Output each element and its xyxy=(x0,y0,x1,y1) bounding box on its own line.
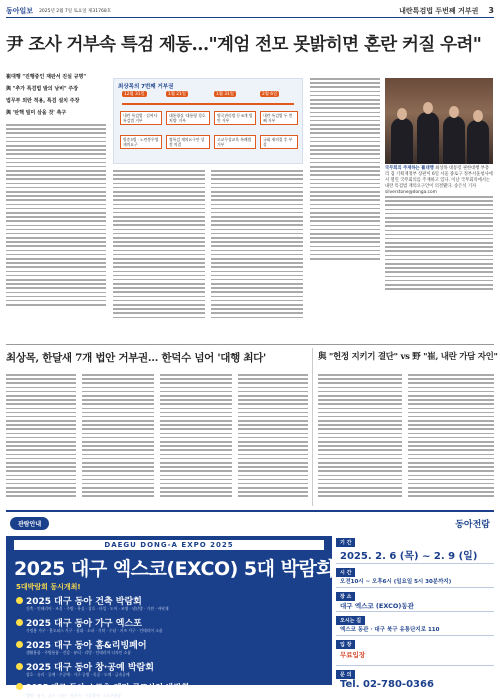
ad-hours: 오전10시 ~ 오후6시 (일요일 5시 30분까지) xyxy=(340,579,452,585)
ad-address-row: 오시는 길 엑스코 동관 · 대구 북구 유통단지로 110 xyxy=(336,614,494,636)
ad-item-1: 2025 대구 동아 건축 박람회 xyxy=(16,594,142,607)
ad-title: 2025 대구 엑스코(EXCO) 5대 박람회 xyxy=(14,558,335,580)
ad-item-2: 2025 대구 동아 가구 엑스포 xyxy=(16,616,142,629)
expo-advertisement xyxy=(6,510,494,698)
ad-item-1-desc: 건축 · 인테리어 · 조경 · 주방 · 욕실 · 창호 · 타일 · 도어 · 조명 · 냉난방 · 가전 · 바닥재 xyxy=(26,606,169,611)
ad-item-2-desc: 가정용 가구 · 홈오피스 가구 · 침대 · 소파 · 식탁 · 수납 · 키즈 가구 · 인테리어 소품 xyxy=(26,628,163,633)
ad-brand-logo: 동아전람 xyxy=(455,519,490,530)
article2-body-col-3 xyxy=(160,374,232,497)
ad-tel-row: 문 의 Tel. 02-780-0366 xyxy=(336,668,494,696)
subhead-2: 與 "추가 특검법 발의 낭비" 주장 xyxy=(6,86,79,92)
timeline-date-1: 12월 31일 xyxy=(124,92,145,97)
article-body-col-1 xyxy=(6,124,106,306)
ad-item-5: 2025 대구 동아 스포츠·레저·골프산업 박람회 xyxy=(16,682,189,693)
ad-item-4-desc: 창호 · 유리 · 공예 · 수공예 · 가구 공방 · 목공 · 도예 · 금속공예 xyxy=(26,672,130,677)
ad-banner: DAEGU DONG-A EXPO 2025 xyxy=(14,540,324,550)
column-divider xyxy=(312,348,313,506)
timeline-event-2: 대통령실 '대통령 경호처법' 거부 xyxy=(166,111,210,125)
second-headline-right: 與 "헌정 지키기 결단" vs 野 "崔, 내란 가담 자인" xyxy=(318,352,498,362)
timeline-event-5: 방송3법 · 노란봉투법 재의요구 xyxy=(120,135,162,149)
ad-admission-row: 입 장 무료입장 xyxy=(336,638,494,666)
timeline-date-2: 1월 21일 xyxy=(168,92,186,97)
ad-period-row: 기 간 2025. 2. 6 (목) ~ 2. 9 (일) xyxy=(336,536,494,564)
ad-item-4: 2025 대구 동아 창·공예 박람회 xyxy=(16,660,154,673)
ad-main-panel xyxy=(6,536,335,698)
newspaper-logo: 동아일보 xyxy=(6,6,34,15)
ad-item-5-desc: 캠핑 · 낚시 · 골프 · 등산 · 자전거 · 수상레저 · 스포츠용품 xyxy=(26,693,122,698)
bullet-icon xyxy=(16,641,23,648)
cabinet-meeting-photo xyxy=(385,78,493,164)
ad-info-panel xyxy=(336,536,494,690)
ad-item-3-desc: 생활용품 · 주방용품 · 건강 · 뷰티 · 리빙 · 인테리어 디자인 소품 xyxy=(26,650,131,655)
ad-item-3: 2025 대구 동아 홈&리빙페어 xyxy=(16,638,147,651)
timeline-axis xyxy=(122,103,294,105)
ad-venue: 대구 엑스코 (EXCO)동관 xyxy=(340,602,414,610)
bullet-icon xyxy=(16,619,23,626)
ad-period: 2025. 2. 6 (목) ~ 2. 9 (일) xyxy=(340,551,478,562)
subhead-3: 법무부 외란 적용, 특검 설치 주장 xyxy=(6,98,80,104)
photo-caption xyxy=(385,166,493,196)
article2-body-col-2 xyxy=(82,374,154,497)
ad-venue-row: 장 소 대구 엑스코 (EXCO)동관 xyxy=(336,590,494,612)
timeline-event-7: 고교무상교육 특례법 거부 xyxy=(214,135,256,149)
timeline-event-8: 국회 재의결 후 부결 xyxy=(260,135,298,149)
ad-admission: 무료입장 xyxy=(340,651,366,659)
subhead-1: 崔대행 "진행중인 재판서 진실 규명" xyxy=(6,74,86,80)
bullet-icon xyxy=(16,597,23,604)
issue-info: 2025년 2월 7일 토요일 제31768호 xyxy=(39,8,112,14)
ad-top-bar xyxy=(6,512,494,534)
bullet-icon xyxy=(16,663,23,670)
timeline-event-6: 쌍특검 재의요구안 상정 의결 xyxy=(166,135,210,149)
subhead-4: 與 '탄핵 빌미 삼을 것' 촉구 xyxy=(6,110,67,116)
timeline-date-3: 1월 31일 xyxy=(216,92,234,97)
photo-caption-text: 최상목 대통령 권한대행 부총리 겸 기획재정부 장관이 6일 서울 종로구 정부서울청사에서 열린 국무회의를 주재하고 있다. 이날 국무회의에서는 내란 특검법 재의요구안이 의결됐다. 송은석 기자 silverstone@donga.com xyxy=(385,166,493,195)
page-header xyxy=(6,4,494,18)
article2-body-col-1 xyxy=(6,374,76,497)
article-body-col-4 xyxy=(310,78,380,260)
article-body-col-5 xyxy=(385,196,493,290)
article-body-col-3 xyxy=(211,170,303,318)
timeline-event-3: 양곡관리법 등 6개 법안 거부 xyxy=(214,111,256,125)
second-headline-left: 최상목, 한달새 7개 법안 거부권… 한덕수 넘어 '대행 최다' xyxy=(6,352,266,364)
timeline-date-4: 2월 6일 xyxy=(262,92,278,97)
timeline-event-1: 내란 특검법 · 김여사 특검법 거부 xyxy=(120,111,162,125)
ad-tel: Tel. 02-780-0366 xyxy=(340,679,434,690)
article2-body-col-4 xyxy=(238,374,308,497)
article3-body-col-1 xyxy=(318,374,402,497)
timeline-event-4: 내란 특검법 두 번째 거부 xyxy=(260,111,298,125)
main-headline: 尹 조사 거부속 특검 제동…"계엄 전모 못밝히면 혼란 커질 우려" xyxy=(6,34,482,55)
article3-body-col-2 xyxy=(408,374,494,497)
ad-subtitle: 5대박람회 동시개최! xyxy=(16,583,81,591)
bullet-icon xyxy=(16,683,23,690)
photo-caption-lead: 국무회의 주재하는 崔대행 xyxy=(385,166,434,171)
section-title: 내란특검법 두번째 거부권 xyxy=(399,6,479,15)
ad-hours-row: 시 간 오전10시 ~ 오후6시 (일요일 5시 30분까지) xyxy=(336,566,494,588)
article-body-col-2 xyxy=(113,170,205,318)
section-divider xyxy=(6,344,494,345)
ad-badge: 관람안내 xyxy=(10,517,49,530)
timeline-title: 최상목의 7번째 거부권 xyxy=(118,84,174,90)
veto-timeline-graphic xyxy=(113,78,303,164)
ad-address: 엑스코 동관 · 대구 북구 유통단지로 110 xyxy=(340,627,440,633)
page-number: 3 xyxy=(488,6,494,15)
